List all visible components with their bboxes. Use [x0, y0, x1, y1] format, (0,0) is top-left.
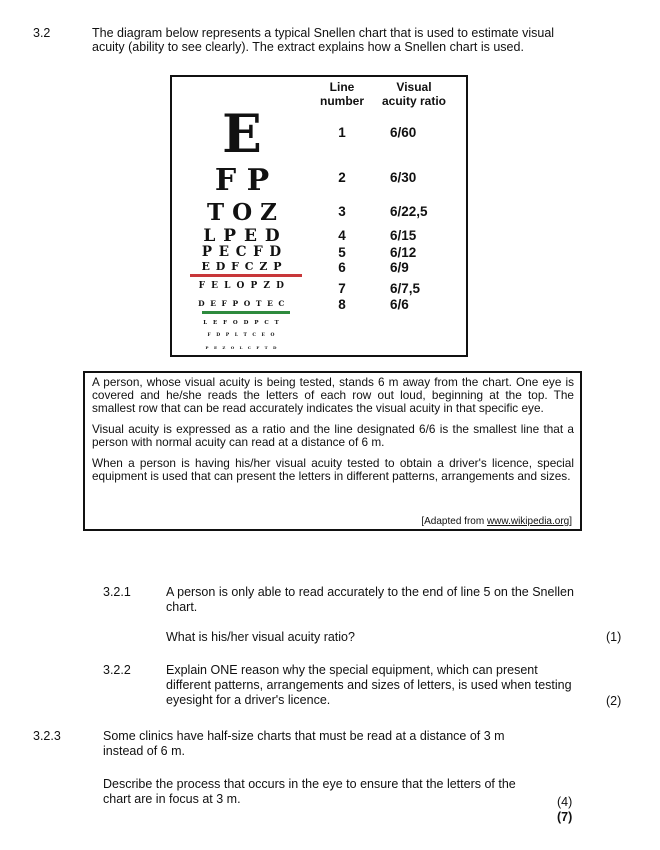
line-number-1: 1 [338, 125, 346, 140]
snellen-row-10: F D P L T C E O [207, 333, 277, 338]
line-number-3: 3 [338, 204, 346, 219]
acuity-ratio-1: 6/60 [390, 125, 417, 140]
q323-mark: (4) [557, 795, 573, 809]
snellen-row-7: F E L O P Z D [198, 281, 286, 291]
line-number-7: 7 [338, 281, 346, 296]
snellen-row-6: E D F C Z P [201, 260, 283, 273]
line-number-2: 2 [338, 170, 346, 185]
acuity-ratio-header [374, 81, 454, 109]
q321-number: 3.2.1 [103, 585, 131, 599]
q322-mark: (2) [606, 694, 622, 708]
snellen-row-8: D E F P O T E C [198, 299, 286, 308]
header-number-text: number [319, 93, 364, 108]
q323-number: 3.2.3 [33, 729, 61, 743]
snellen-row-3: T O Z [207, 199, 277, 226]
line-number-header [312, 81, 372, 109]
q323-text-1: Some clinics have half-size charts that must be read at a distance of 3 m instead of 6 m. [103, 729, 505, 758]
q32-total-mark: (7) [557, 810, 573, 824]
q322-number: 3.2.2 [103, 663, 131, 677]
extract-paragraph-1: A person, whose visual acuity is being tested, stands 6 m away from the chart. One eye is covered and he/she reads the letters of each row out loud, beginning at the top. The smallest row that can be read accurately indicates the visual acuity in that specific eye. [92, 375, 574, 415]
line-number-4: 4 [338, 228, 346, 243]
snellen-row-9: L E F O D P C T [203, 320, 281, 326]
q323-text-2: Describe the process that occurs in the eye to ensure that the letters of the chart are in focus at 3 m. [103, 777, 516, 806]
line-number-8: 8 [338, 297, 346, 312]
snellen-row-5: P E C F D [201, 244, 283, 260]
question-intro: The diagram below represents a typical Snellen chart that is used to estimate visual acuity (ability to see clearly). The extract explains how a Snellen chart is used. [92, 26, 555, 55]
acuity-ratio-7: 6/7,5 [390, 281, 421, 296]
q321-mark: (1) [606, 630, 622, 644]
snellen-chart [170, 75, 468, 357]
snellen-row-1: E [222, 104, 262, 165]
snellen-row-11: P E Z O L C F T D [205, 345, 279, 350]
source-suffix: ] [569, 516, 572, 527]
q321-question: What is his/her visual acuity ratio? [166, 630, 355, 644]
extract-box [83, 371, 582, 531]
acuity-ratio-3: 6/22,5 [390, 204, 428, 219]
q322-text: Explain ONE reason why the special equipment, which can present different patterns, arrangements and sizes of letters, is used when testing eyesight for a driver's licence. [166, 663, 572, 707]
source-link[interactable]: www.wikipedia.org [486, 516, 570, 527]
acuity-ratio-4: 6/15 [390, 228, 417, 243]
header-acuity-text: acuity ratio [381, 93, 447, 108]
acuity-ratio-6: 6/9 [390, 260, 409, 275]
question-number: 3.2 [33, 26, 51, 40]
header-line-text: Line [329, 80, 355, 94]
line-number-6: 6 [338, 260, 346, 275]
red-line-bar [190, 274, 302, 277]
green-line-bar [202, 311, 290, 314]
snellen-row-2: F P [214, 163, 270, 198]
snellen-row-4: L P E D [203, 226, 281, 246]
q321-text: A person is only able to read accurately to the end of line 5 on the Snellen chart. [166, 585, 574, 614]
header-visual-text: Visual [396, 80, 432, 94]
source-prefix: [Adapted from [421, 516, 487, 527]
extract-source [421, 516, 572, 527]
extract-paragraph-3: When a person is having his/her visual acuity tested to obtain a driver's licence, special equipment is used that can present the letters in different patterns, arrangements and sizes. [92, 455, 574, 483]
acuity-ratio-2: 6/30 [390, 170, 417, 185]
extract-paragraph-2: Visual acuity is expressed as a ratio and the line designated 6/6 is the smallest line that a person with normal acuity can read at a distance of 6 m. [92, 421, 574, 449]
line-number-5: 5 [338, 245, 346, 260]
acuity-ratio-8: 6/6 [390, 297, 409, 312]
acuity-ratio-5: 6/12 [390, 245, 417, 260]
